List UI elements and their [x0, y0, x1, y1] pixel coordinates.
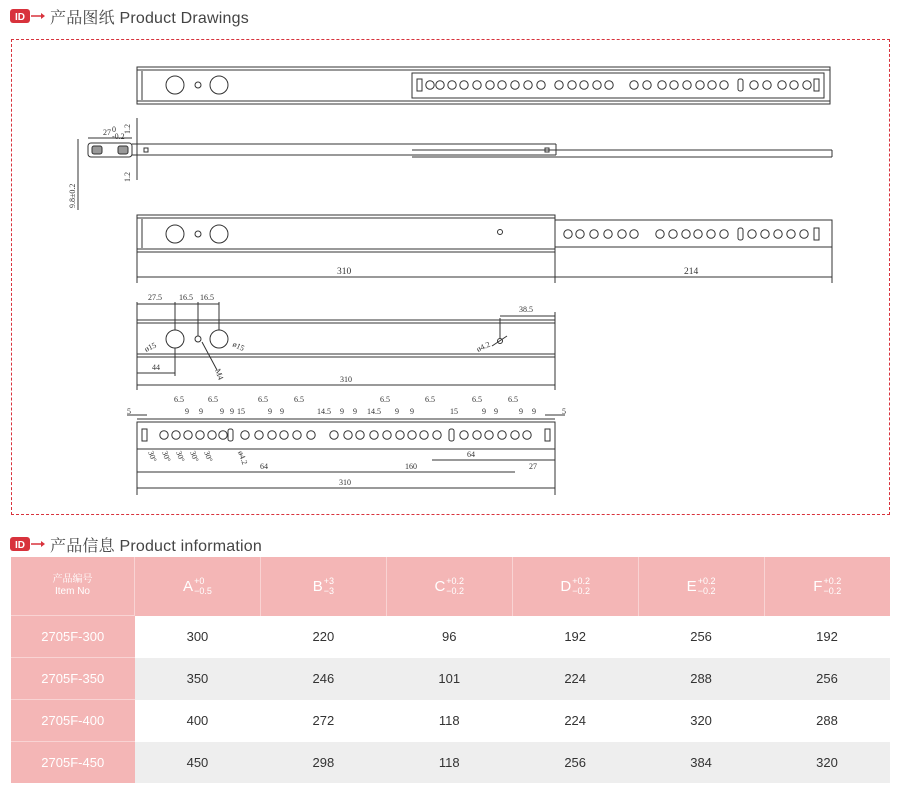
slot-top-dim: 9 — [230, 407, 234, 416]
hole-mark — [555, 81, 563, 89]
hole-mark — [790, 81, 798, 89]
hole-mark — [683, 81, 691, 89]
slot-angle-dim: 30° — [202, 449, 215, 464]
cell-f: 256 — [764, 658, 890, 700]
brand-logo-icon — [10, 8, 46, 24]
dim-64-a: 64 — [260, 462, 268, 471]
hole-mark — [160, 431, 168, 439]
hole-mark — [750, 81, 758, 89]
hole-mark — [460, 431, 468, 439]
hole-mark — [473, 431, 481, 439]
dim-214: 214 — [684, 267, 699, 277]
hole-mark — [172, 431, 180, 439]
hole-mark — [208, 431, 216, 439]
dim-38-5: 38.5 — [519, 305, 533, 314]
hole-mark — [696, 81, 704, 89]
hole-mark — [241, 431, 249, 439]
hole-mark — [720, 81, 728, 89]
slot-angle-dims — [146, 450, 249, 466]
extended-slide-view — [137, 215, 832, 283]
slot-top-dim: 9 — [280, 407, 284, 416]
hole-mark — [184, 431, 192, 439]
slot-mark — [814, 79, 819, 91]
dia-15-a: ø15 — [143, 340, 158, 354]
cell-f: 320 — [764, 742, 890, 784]
hole-mark — [255, 431, 263, 439]
hole-mark — [604, 230, 612, 238]
cell-b: 220 — [260, 616, 386, 658]
hole-mark — [383, 431, 391, 439]
header-col-f: F +0.2 −0.2 — [764, 557, 890, 616]
header-col-d: D +0.2 −0.2 — [512, 557, 638, 616]
cell-e: 384 — [638, 742, 764, 784]
hole-mark — [524, 81, 532, 89]
dim-310-extended: 310 — [337, 267, 352, 277]
hole-mark — [707, 230, 715, 238]
hole-mark — [774, 230, 782, 238]
thread-m4: M4 — [213, 367, 226, 382]
hole-mark — [420, 431, 428, 439]
svg-text:ID: ID — [15, 12, 25, 23]
slot-mark — [738, 228, 743, 240]
hole-mark — [564, 230, 572, 238]
drawings-section-header — [10, 4, 249, 28]
cell-e: 288 — [638, 658, 764, 700]
slot-top-dim: 9 — [532, 407, 536, 416]
hole-mark — [523, 431, 531, 439]
hole-mark — [436, 81, 444, 89]
hole-mark — [670, 81, 678, 89]
hole-mark — [576, 230, 584, 238]
hole-mark — [720, 230, 728, 238]
dim-width-tol-bottom: -0.2 — [112, 132, 125, 141]
drawings-title: 产品图纸 Product Drawings — [50, 9, 249, 27]
slot-top-dim: 6.5 — [472, 395, 482, 404]
dim-310-holes: 310 — [340, 375, 352, 384]
table-row — [11, 616, 890, 658]
slot-top-dim: 9 — [494, 407, 498, 416]
hole-mark — [460, 81, 468, 89]
cell-b: 272 — [260, 700, 386, 742]
row-item: 2705F-350 — [11, 658, 135, 700]
slot-mark — [449, 429, 454, 441]
hole-mark — [748, 230, 756, 238]
hole-mark — [694, 230, 702, 238]
header-item-no — [11, 557, 135, 616]
cell-a: 300 — [135, 616, 261, 658]
slot-top-dim: 6.5 — [380, 395, 390, 404]
svg-text:ID: ID — [15, 540, 25, 551]
hole-mark — [708, 81, 716, 89]
cell-a: 350 — [135, 658, 261, 700]
slot-top-dim: 9 — [519, 407, 523, 416]
hole-mark — [356, 431, 364, 439]
row-item: 2705F-400 — [11, 700, 135, 742]
header-col-a: A +0 −0.5 — [135, 557, 261, 616]
slot-top-dim: 15 — [450, 407, 458, 416]
table-row — [11, 700, 890, 742]
slot-mark — [142, 429, 147, 441]
hole-mark — [800, 230, 808, 238]
header-col-e: E +0.2 −0.2 — [638, 557, 764, 616]
slot-top-dim: 6.5 — [208, 395, 218, 404]
info-section-header — [10, 532, 262, 556]
cell-e: 320 — [638, 700, 764, 742]
hole-mark — [307, 431, 315, 439]
slot-top-dim: 9 — [340, 407, 344, 416]
hole-mark — [568, 81, 576, 89]
cell-c: 101 — [386, 658, 512, 700]
slot-top-dim: 9 — [268, 407, 272, 416]
slot-top-dim: 9 — [410, 407, 414, 416]
dim-44: 44 — [152, 363, 160, 372]
header-col-c: C +0.2 −0.2 — [386, 557, 512, 616]
slot-angle-dim: 30° — [160, 449, 173, 464]
slot-top-dim: 6.5 — [508, 395, 518, 404]
dim-thickness-top: 1.2 — [123, 124, 132, 134]
hole-mark — [761, 230, 769, 238]
slot-angle-dim: 30° — [174, 449, 187, 464]
hole-mark — [763, 81, 771, 89]
closed-slide-view — [137, 67, 830, 104]
dim-310-slots: 310 — [339, 478, 351, 487]
slot-top-dim: 6.5 — [425, 395, 435, 404]
hole-mark — [268, 431, 276, 439]
slot-top-dims — [127, 395, 566, 416]
hole-mark — [330, 431, 338, 439]
hole-mark — [280, 431, 288, 439]
hole-mark — [486, 81, 494, 89]
hole-mark — [630, 230, 638, 238]
dim-27-5: 27.5 — [148, 293, 162, 302]
info-title: 产品信息 Product information — [50, 537, 262, 555]
header-col-b: B +3 −3 — [260, 557, 386, 616]
hole-mark — [669, 230, 677, 238]
product-drawing-panel — [11, 39, 890, 515]
hole-mark — [618, 230, 626, 238]
cell-a: 450 — [135, 742, 261, 784]
cell-c: 118 — [386, 700, 512, 742]
dim-27: 27 — [529, 462, 537, 471]
hole-mark — [605, 81, 613, 89]
dim-thickness-bottom: 1.2 — [123, 172, 132, 182]
dim-160: 160 — [405, 462, 417, 471]
hole-mark — [498, 81, 506, 89]
cell-d: 256 — [512, 742, 638, 784]
table-row — [11, 658, 890, 700]
slot-top-dim: 9 — [199, 407, 203, 416]
hole-mark — [219, 431, 227, 439]
slot-mark — [738, 79, 743, 91]
header-item-en: Item No — [54, 586, 90, 597]
brand-logo-icon — [10, 536, 46, 552]
hole-mark — [778, 81, 786, 89]
slot-top-dim: 6.5 — [258, 395, 268, 404]
slot-top-dim: 6.5 — [294, 395, 304, 404]
hole-mark — [643, 81, 651, 89]
hole-mark — [511, 431, 519, 439]
hole-mark — [656, 230, 664, 238]
slot-top-dim: 9 — [395, 407, 399, 416]
hole-mark — [433, 431, 441, 439]
cell-e: 256 — [638, 616, 764, 658]
table-row — [11, 742, 890, 784]
slot-top-dim: 14.5 — [367, 407, 381, 416]
slot-top-dim: 5 — [562, 407, 566, 416]
product-info-table — [11, 557, 890, 783]
hole-mark — [370, 431, 378, 439]
hole-mark — [498, 431, 506, 439]
dim-16-5-b: 16.5 — [200, 293, 214, 302]
slot-angle-dim: 30° — [146, 449, 159, 464]
hole-mark — [196, 431, 204, 439]
hole-mark — [630, 81, 638, 89]
slot-mark — [417, 79, 422, 91]
hole-mark — [593, 81, 601, 89]
slot-top-dim: 9 — [220, 407, 224, 416]
slot-top-dim: 9 — [185, 407, 189, 416]
cell-b: 246 — [260, 658, 386, 700]
row-item: 2705F-450 — [11, 742, 135, 784]
slot-mark — [814, 228, 819, 240]
dim-width: 27 — [103, 128, 111, 137]
hole-mark — [408, 431, 416, 439]
slot-top-dim: 15 — [237, 407, 245, 416]
technical-drawing — [12, 40, 891, 516]
cell-c: 118 — [386, 742, 512, 784]
cell-b: 298 — [260, 742, 386, 784]
row-item: 2705F-300 — [11, 616, 135, 658]
hole-mark — [511, 81, 519, 89]
dia-15-b: ø15 — [231, 339, 246, 353]
dim-height: 9.8±0.2 — [68, 183, 77, 208]
hole-mark — [344, 431, 352, 439]
hole-mark — [580, 81, 588, 89]
hole-mark — [485, 431, 493, 439]
slot-top-dim: 14.5 — [317, 407, 331, 416]
hole-mark — [537, 81, 545, 89]
slot-top-dim: 9 — [353, 407, 357, 416]
slot-angle-dim: ø4.2 — [236, 449, 250, 466]
cell-d: 224 — [512, 658, 638, 700]
hole-mark — [787, 230, 795, 238]
cell-f: 288 — [764, 700, 890, 742]
dia-4-2: ø4.2 — [475, 339, 492, 354]
dim-16-5-a: 16.5 — [179, 293, 193, 302]
hole-mark — [658, 81, 666, 89]
hole-mark — [396, 431, 404, 439]
hole-mark — [803, 81, 811, 89]
hole-mark — [473, 81, 481, 89]
cell-d: 192 — [512, 616, 638, 658]
cell-a: 400 — [135, 700, 261, 742]
slot-mark — [545, 429, 550, 441]
hole-mark — [682, 230, 690, 238]
cell-d: 224 — [512, 700, 638, 742]
dim-64-b: 64 — [467, 450, 475, 459]
slot-angle-dim: 30° — [188, 449, 201, 464]
slot-top-dim: 6.5 — [174, 395, 184, 404]
hole-mark — [426, 81, 434, 89]
header-item-cn: 产品编号 — [52, 574, 93, 585]
slot-mark — [228, 429, 233, 441]
side-profile-view — [78, 118, 832, 210]
hole-mark — [448, 81, 456, 89]
table-header-row — [11, 557, 890, 616]
hole-mark — [293, 431, 301, 439]
slot-top-dim: 5 — [127, 407, 131, 416]
cell-c: 96 — [386, 616, 512, 658]
dim-width-tol-top: 0 — [112, 125, 116, 134]
hole-mark — [590, 230, 598, 238]
cell-f: 192 — [764, 616, 890, 658]
slot-top-dim: 9 — [482, 407, 486, 416]
